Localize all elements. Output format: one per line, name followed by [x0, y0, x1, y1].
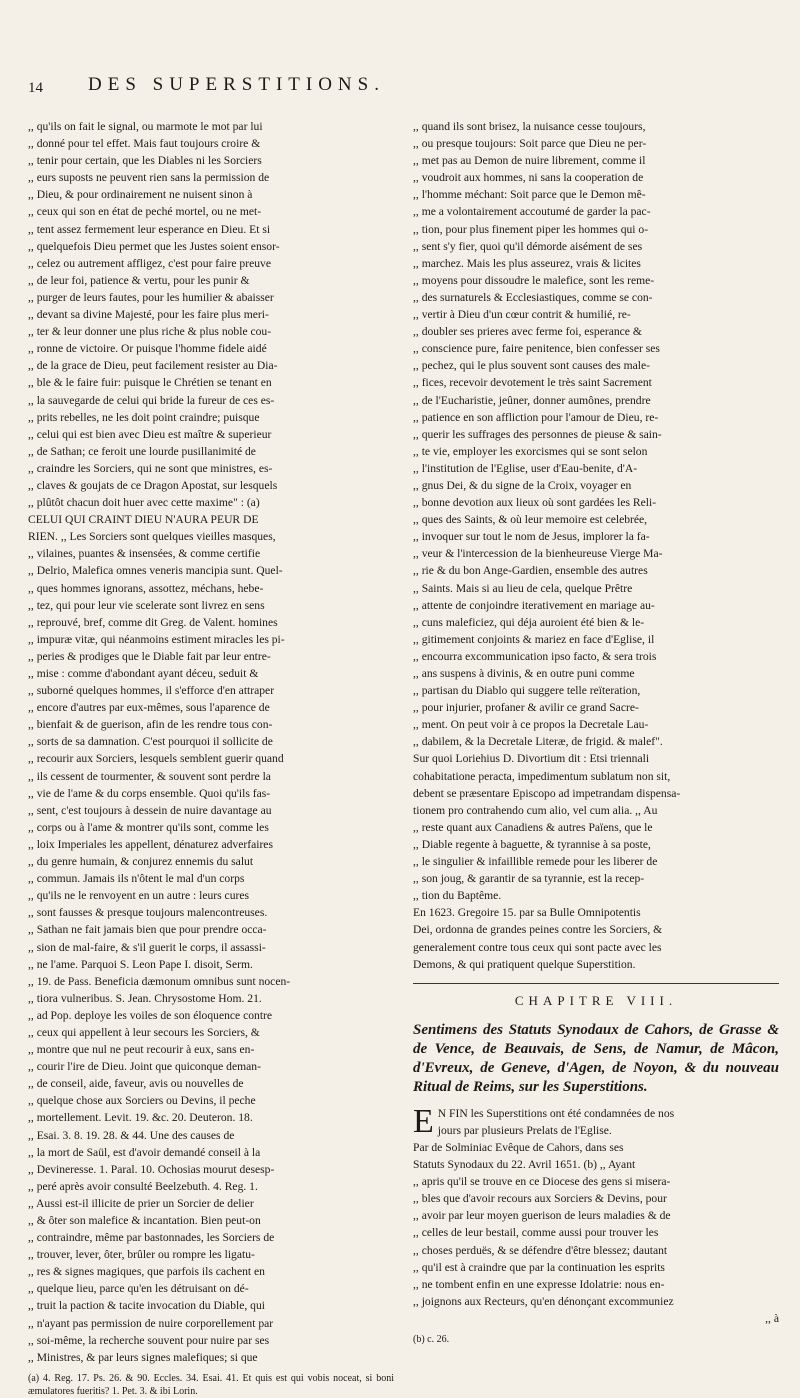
text-line: ,, querir les suffrages des personnes de pieuse & sain- — [413, 427, 662, 441]
text-line: ,, cuns maleficiez, qui déja auroient été bien & le- — [413, 615, 645, 629]
text-line: ,, bonne devotion aux lieux où sont gardées les Reli- — [413, 496, 657, 510]
left-text-lines — [28, 118, 394, 1366]
text-line: ,, qu'ils ne le renvoyent en un autre : leurs cures — [28, 889, 250, 903]
text-line: ,, peré après avoir consulté Beelzebuth. 4. Reg. 1. — [28, 1179, 258, 1193]
text-line: ,, impuræ vitæ, qui néanmoins estiment miracles les pi- — [28, 632, 285, 646]
running-title: DES SUPERSTITIONS. — [88, 74, 385, 95]
text-line: ,, dabilem, & la Decretale Literæ, de frigid. & malef". — [413, 735, 663, 749]
text-line: jours par plusieurs Prelats de l'Eglise. — [437, 1123, 612, 1137]
text-line: ,, Devineresse. 1. Paral. 10. Ochosias mourut desesp- — [28, 1162, 275, 1176]
text-line: ,, de l'Eucharistie, jeûner, donner aumônes, prendre — [413, 393, 651, 407]
text-line: ,, ques des Saints, & où leur memoire est celebrée, — [413, 513, 648, 527]
chapter-label: CHAPITRE VIII. — [514, 992, 678, 1008]
chapter-first-line: N FIN les Superstitions ont été condamnées de nos — [437, 1106, 675, 1120]
text-line: ,, devant sa divine Majesté, pour les faire plus meri- — [28, 308, 269, 322]
text-line: generalement contre tous ceux qui sont pacte avec les — [413, 940, 662, 954]
text-line: ,, sion de mal-faire, & s'il guerit le corps, il assassi- — [28, 940, 266, 954]
text-line: ,, ou presque toujours: Soit parce que Dieu ne per- — [413, 137, 647, 151]
text-line: ,, claves & goujats de ce Dragon Apostat, sur lesquels — [28, 478, 278, 492]
text-line: ,, reprouvé, bref, comme dit Greg. de Valent. homines — [28, 615, 278, 629]
text-line: ,, pechez, qui le plus souvent sont causes des male- — [413, 359, 650, 373]
text-line: ,, qu'ils on fait le signal, ou marmote le mot par lui — [28, 120, 263, 133]
text-line: ,, fices, recevoir devotement le très saint Sacrement — [413, 376, 652, 390]
text-line: ,, le singulier & infaillible remede pour les liberer de — [413, 855, 658, 869]
chapter-divider — [413, 983, 779, 984]
text-line: ,, joignons aux Recteurs, qu'en dénonçant excommuniez — [413, 1294, 674, 1308]
chapter-title: Sentimens des Statuts Synodaux de Cahors, de Grasse & de Vence, de Beauvais, de Sens, de Namur, de Mâcon, d'Evreux, de Geneve, d'Agen, de Noyon, & du nouveau Ritual de Reims, sur les Superstitions. — [413, 1021, 779, 1095]
text-line: ,, de la grace de Dieu, peut facilement resister au Dia- — [28, 359, 278, 373]
text-line: tionem pro contrahendo cum alio, vel cum alia. ,, Au — [413, 803, 658, 817]
text-line: ,, marchez. Mais les plus asseurez, vrais & licites — [413, 256, 641, 270]
text-line: ,, peries & prodiges que le Diable fait par leur entre- — [28, 649, 271, 663]
text-line: ,, gnus Dei, & du signe de la Croix, voyager en — [413, 478, 632, 492]
text-line: Demons, & qui pratiquent quelque Superstition. — [413, 957, 636, 971]
text-line: ,, Saints. Mais si au lieu de cela, quelque Prêtre — [413, 581, 633, 595]
text-line: ,, & ôter son malefice & incantation. Bien peut-on — [28, 1214, 261, 1227]
text-line: ,, invoquer sur tout le nom de Jesus, implorer la fa- — [413, 530, 650, 544]
text-line: ,, quand ils sont brisez, la nuisance cesse toujours, — [413, 120, 646, 133]
text-line: ,, avoir par leur moyen guerison de leurs maladies & de — [413, 1209, 671, 1223]
text-line: ,, ter & leur donner une plus riche & plus noble cou- — [28, 325, 272, 339]
page-header — [28, 70, 778, 100]
text-line: ,, encore d'autres par eux-mêmes, sous l'aparence de — [28, 701, 270, 715]
text-line: ,, 19. de Pass. Beneficia dæmonum omnibus sunt nocen- — [28, 974, 291, 988]
right-text-lines — [413, 118, 779, 973]
text-line: ,, celles de leur bestail, comme aussi pour trouver les — [413, 1226, 659, 1240]
text-line: ,, gitimement conjoints & mariez en face d'Eglise, il — [413, 632, 655, 646]
text-line: CELUI QUI CRAINT DIEU N'AURA PEUR DE — [28, 513, 259, 527]
text-line: ,, de conseil, aide, faveur, avis ou nouvelles de — [28, 1077, 244, 1091]
text-line: ,, res & signes magiques, que parfois ils cachent en — [28, 1265, 265, 1279]
drop-cap: E — [413, 1102, 434, 1140]
text-line: ,, vie de l'ame & du corps ensemble. Quoi qu'ils fas- — [28, 786, 271, 800]
text-line: ,, purger de leurs fautes, pour les humilier & abaisser — [28, 290, 274, 304]
text-line: ,, tenir pour certain, que les Diables ni les Sorciers — [28, 154, 262, 168]
text-line: ,, qu'il est à craindre que par la continuation les esprits — [413, 1260, 665, 1274]
text-line: ,, ronne de victoire. Or puisque l'homme fidele aidé — [28, 342, 267, 356]
text-line: ,, la mort de Saül, est d'avoir demandé conseil à la — [28, 1145, 261, 1159]
footnote-b: (b) c. 26. — [413, 1334, 450, 1345]
right-column — [413, 118, 779, 1346]
text-line: ,, trouver, lever, ôter, brûler ou rompre les ligatu- — [28, 1248, 255, 1262]
text-line: ,, me a volontairement accoutumé de garder la pac- — [413, 205, 651, 219]
text-line: ,, prits rebelles, ne les doit point craindre; puisque — [28, 410, 260, 424]
text-line: ,, quelque chose aux Sorciers ou Devins, il peche — [28, 1094, 256, 1108]
text-line: En 1623. Gregoire 15. par sa Bulle Omnipotentis — [413, 906, 641, 920]
text-line: ,, l'homme méchant: Soit parce que le Demon mê- — [413, 188, 646, 202]
text-line: ,, contraindre, même par bastonnades, les Sorciers de — [28, 1231, 275, 1245]
text-line: ,, Diable regente à baguette, & tyrannise à sa poste, — [413, 837, 651, 851]
text-line: ,, Delrio, Malefica omnes veneris mancipia sunt. Quel- — [28, 564, 283, 578]
text-line: ,, corps ou à l'ame & montrer qu'ils sont, comme les — [28, 820, 269, 834]
text-line: ,, bienfait & de guerison, afin de les rendre tous con- — [28, 718, 273, 732]
text-line: ,, du genre humain, & conjurez ennemis du salut — [28, 855, 254, 869]
text-line: ,, patience en son affliction pour l'amour de Dieu, re- — [413, 410, 659, 424]
text-line: ,, recourir aux Sorciers, lesquels semblent guerir quand — [28, 752, 284, 766]
text-line: ,, rie & du bon Ange-Gardien, ensemble des autres — [413, 564, 648, 578]
text-line: ,, craindre les Sorciers, qui ne sont que ministres, es- — [28, 461, 273, 475]
text-line: ,, mortellement. Levit. 19. &c. 20. Deuteron. 18. — [28, 1111, 253, 1125]
text-line: ,, n'ayant pas permission de nuire corporellement par — [28, 1316, 274, 1330]
text-line: ,, ques hommes ignorans, assottez, méchans, hebe- — [28, 581, 264, 595]
catchword: ,, à — [765, 1311, 779, 1325]
text-line: ,, la sauvegarde de celui qui bride la fureur de ces es- — [28, 393, 275, 407]
text-line: ,, Aussi est-il illicite de prier un Sorcier de delier — [28, 1196, 254, 1210]
text-line: ,, l'institution de l'Eglise, user d'Eau-benite, d'A- — [413, 461, 638, 475]
text-line: ,, quelque lieu, parce qu'en les détruisant on dé- — [28, 1282, 249, 1296]
text-line: Sur quoi Loriehius D. Divortium dit : Etsi triennali — [413, 752, 650, 766]
text-line: ,, ne l'ame. Parquoi S. Leon Pape I. disoit, Serm. — [28, 957, 253, 971]
text-line: cohabitatione peracta, impedimentum sublatum non sit, — [413, 769, 671, 783]
text-line: ,, celui qui est bien avec Dieu est maître & superieur — [28, 427, 272, 441]
text-line: ,, sent, c'est toujours à dessein de nuire davantage au — [28, 803, 272, 817]
text-line: ,, des surnaturels & Ecclesiastiques, comme se con- — [413, 290, 653, 304]
text-line: ,, quelquefois Dieu permet que les Justes soient ensor- — [28, 239, 280, 253]
text-line: ,, voudroit aux hommes, ni sans la cooperation de — [413, 171, 644, 185]
text-line: ,, tez, qui pour leur vie scelerate sont livrez en sens — [28, 598, 265, 612]
text-line: ,, encourra excommunication ipso facto, & sera trois — [413, 649, 657, 663]
text-line: ,, pour injurier, profaner & avilir ce grand Sacre- — [413, 701, 639, 715]
text-line: ,, ceux qui son en état de peché mortel, ou ne met- — [28, 205, 262, 219]
text-line: ,, conscience pure, faire penitence, bien confesser ses — [413, 342, 660, 356]
text-line: ,, ils cessent de tourmenter, & souvent sont perdre la — [28, 769, 271, 783]
text-line: ,, reste quant aux Canadiens & autres Païens, que le — [413, 820, 653, 834]
text-line: ,, sent s'y fier, quoi qu'il démorde aisément de ses — [413, 239, 643, 253]
text-line: ,, celez ou autrement affligez, c'est pour faire preuve — [28, 256, 271, 270]
text-line: ,, vertir à Dieu d'un cœur contrit & humilié, re- — [413, 308, 631, 322]
text-line: ,, sont fausses & presque toujours malencontreuses. — [28, 906, 268, 920]
text-line: Statuts Synodaux du 22. Avril 1651. (b) ,, Ayant — [413, 1158, 636, 1172]
text-line: ,, Esai. 3. 8. 19. 28. & 44. Une des causes de — [28, 1128, 235, 1142]
text-line: debent se præsentare Episcopo ad impetrandam dispensa- — [413, 786, 681, 800]
text-line: ,, tiora vulneribus. S. Jean. Chrysostome Hom. 21. — [28, 991, 262, 1005]
text-line: ,, montre que nul ne peut recourir à eux, sans en- — [28, 1043, 255, 1057]
text-line: ,, donné pour tel effet. Mais faut toujours croire & — [28, 137, 261, 151]
text-line: ,, te vie, employer les exorcismes qui se sont selon — [413, 444, 648, 458]
text-line: ,, ment. On peut voir à ce propos la Decretale Lau- — [413, 718, 649, 732]
chapter-text-lines — [413, 1122, 779, 1310]
text-line: ,, Ministres, & par leurs signes malefiques; si que — [28, 1350, 258, 1364]
text-line: Dei, ordonna de grandes peines contre les Sorciers, & — [413, 923, 663, 937]
text-line: ,, ble & le faire fuir: puisque le Chrétien se tenant en — [28, 376, 272, 390]
text-line: ,, de leur foi, patience & vertu, pour les punir & — [28, 273, 250, 287]
page-number: 14 — [28, 80, 43, 96]
text-line: ,, plûtôt chacun doit huer avec cette maxime" : (a) — [28, 496, 260, 510]
text-line: ,, partisan du Diablo qui suggere telle reïteration, — [413, 684, 641, 698]
text-line: ,, truit la paction & tacite invocation du Diable, qui — [28, 1299, 265, 1313]
text-line: ,, ne tombent enfin en une expresse Idolatrie: nous en- — [413, 1277, 665, 1291]
text-line: ,, vilaines, puantes & insensées, & comme certifie — [28, 547, 261, 561]
text-line: ,, bles que d'avoir recours aux Sorciers & Devins, pour — [413, 1192, 667, 1206]
text-line: ,, doubler ses prieres avec ferme foi, esperance & — [413, 325, 642, 339]
text-line: ,, sorts de sa damnation. C'est pourquoi il sollicite de — [28, 735, 273, 749]
text-line: ,, mise : comme d'abondant ayant déceu, seduit & — [28, 667, 259, 680]
text-line: ,, ceux qui appellent à leur secours les Sorciers, & — [28, 1025, 260, 1039]
text-line: ,, eurs suposts ne peuvent rien sans la permission de — [28, 171, 270, 185]
text-line: ,, met pas au Demon de nuire librement, comme il — [413, 154, 646, 168]
text-line: ,, tent assez fermement leur esperance en Dieu. Et si — [28, 222, 271, 236]
text-line: ,, de Sathan; ce feroit une lourde pusillanimité de — [28, 444, 256, 458]
text-line: ,, veur & l'intercession de la bienheureuse Vierge Ma- — [413, 547, 663, 561]
text-line: ,, son joug, & garantir de sa tyrannie, est la recep- — [413, 872, 645, 886]
footnote-a: (a) 4. Reg. 17. Ps. 26. & 90. Eccles. 34. Esai. 41. Et quis est qui vobis noceat, si boni æmulatores fueritis? 1. Pet. 3. & ibi Lorin. — [28, 1372, 394, 1397]
text-line: ,, Dieu, & pour ordinairement ne nuisent sinon à — [28, 188, 253, 202]
text-line: ,, commun. Jamais ils n'ôtent le mal d'un corps — [28, 872, 245, 886]
text-line: ,, apris qu'il se trouve en ce Diocese des gens si misera- — [413, 1175, 671, 1189]
text-line: ,, ad Pop. deploye les voiles de son éloquence contre — [28, 1008, 273, 1022]
text-line: ,, tion, pour plus finement piper les hommes qui o- — [413, 222, 649, 236]
text-line: ,, courir l'ire de Dieu. Joint que quiconque deman- — [28, 1060, 261, 1074]
text-line: Par de Solminiac Evêque de Cahors, dans ses — [413, 1140, 624, 1154]
left-column — [28, 118, 394, 1398]
text-line: ,, soi-même, la recherche souvent pour nuire par ses — [28, 1333, 270, 1347]
text-line: RIEN. ,, Les Sorciers sont quelques vieilles masques, — [28, 530, 276, 544]
text-line: ,, Sathan ne fait jamais bien que pour prendre occa- — [28, 923, 267, 937]
text-line: ,, attente de conjoindre iterativement en mariage au- — [413, 598, 655, 612]
text-line: ,, loix Imperiales les appellent, dénaturez adverfaires — [28, 837, 273, 851]
text-line: ,, moyens pour dissoudre le malefice, sont les reme- — [413, 273, 655, 287]
text-line: ,, ans suspens à divinis, & en outre puni comme — [413, 667, 635, 680]
text-line: ,, tion du Baptême. — [413, 889, 502, 903]
text-line: ,, choses perduës, & se défendre d'être blessez; dautant — [413, 1243, 668, 1257]
text-line: ,, suborné quelques hommes, il s'efforce d'en attraper — [28, 684, 275, 698]
